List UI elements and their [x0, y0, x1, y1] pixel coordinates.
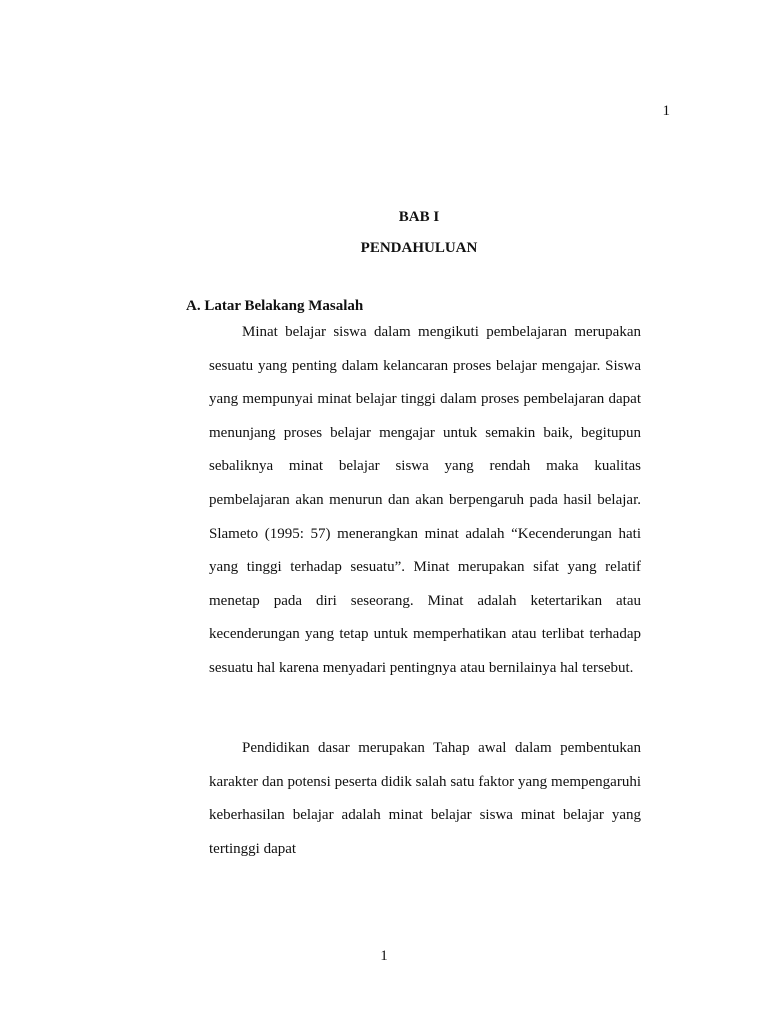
body-paragraph-1: Minat belajar siswa dalam mengikuti pembelajaran merupakan sesuatu yang penting dalam kelancaran proses belajar mengajar. Siswa yang mempunyai minat belajar tinggi dalam proses pembelajaran dapat menunjang proses belajar mengajar untuk semakin baik, begitupun sebaliknya minat belajar siswa yang rendah maka kualitas pembelajaran akan menurun dan akan berpengaruh pada hasil belajar. Slameto (1995: 57) menerangkan minat adalah “Kecenderungan hati yang tinggi terhadap sesuatu”. Minat merupakan sifat yang relatif menetap pada diri seseorang. Minat adalah ketertarikan atau kecenderungan yang tetap untuk memperhatikan atau terlibat terhadap sesuatu hal karena menyadari pentingnya atau bernilainya hal tersebut.: [209, 324, 641, 676]
header-page-number: 1: [662, 103, 670, 119]
chapter-title: PENDAHULUAN: [360, 240, 478, 256]
section-heading: A. Latar Belakang Masalah: [186, 298, 364, 314]
footer-page-number: 1: [380, 948, 388, 964]
chapter-label: BAB I: [398, 209, 440, 225]
body-paragraph-2: Pendidikan dasar merupakan Tahap awal dalam pembentukan karakter dan potensi peserta didik salah satu faktor yang mempengaruhi keberhasilan belajar adalah minat belajar siswa minat belajar yang tertinggi dapat: [209, 740, 641, 857]
